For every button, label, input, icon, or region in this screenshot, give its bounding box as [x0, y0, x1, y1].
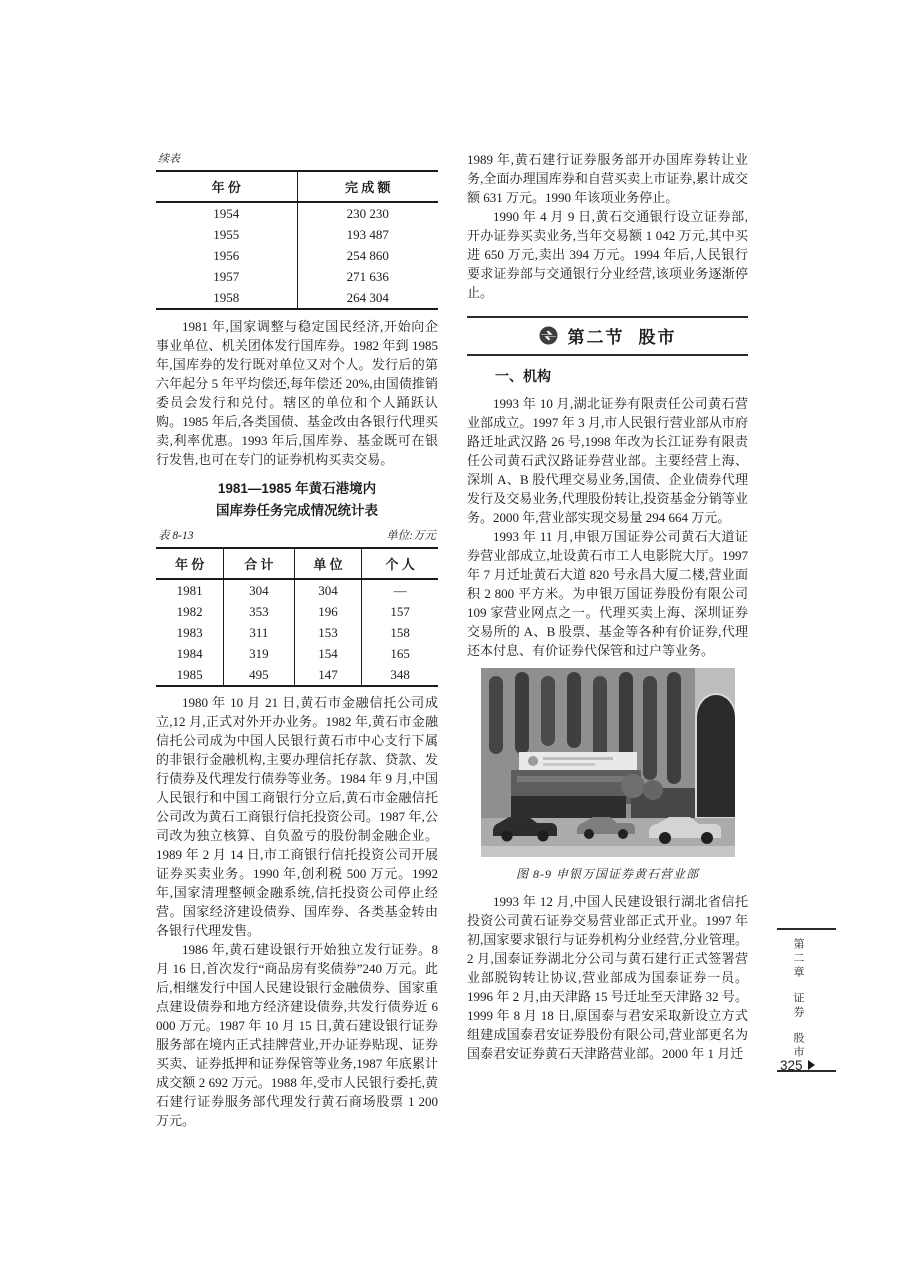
margin-topic-stockmarket: 股市: [792, 1032, 804, 1060]
subheading-institutions: 一、机构: [495, 368, 551, 384]
paragraph-treasury-bonds: 1981 年,国家调整与稳定国民经济,开始向企事业单位、机关团体发行国库券。1982 年到 1985 年,国库券的发行既对单位又对个人。发行后的第六年起分 5 年平均偿还,每年偿还 20%,由国债推销委员会发行和兑付。辖区的单位和个人踊跃认购。1985 年后,各类国债、基金改由各银行代理买卖,利率优惠。1993 年后,国库券、基金既可在银行发售,也可在专门的证券机构买卖交易。: [156, 319, 438, 467]
column-header-unit: 单 位: [294, 548, 362, 579]
table-row: [156, 664, 438, 686]
cell-year: 1984: [176, 645, 203, 661]
column-header-year: 年 份: [156, 548, 224, 579]
table-row: [156, 287, 438, 309]
cell-amount: 271 636: [297, 266, 438, 287]
page-number-arrow-icon: [808, 1060, 815, 1070]
paragraph-hubei-securities: 1993 年 10 月,湖北证券有限责任公司黄石营业部成立。1997 年 3 月,市人民银行营业部从市府路迁址武汉路 26 号,1998 年改为长江证券有限责任公司黄石武汉路证券营业部。主要经营上海、深圳 A、B 股代理交易业务,国债、企业债券代理发行及交易业务,代理股份转让,投资基金分销等业务。2000 年,营业部实现交易量 294 664 万元。: [467, 396, 748, 525]
section-number: 第二节: [567, 328, 625, 347]
photo-shenyin-wanguo-office: [481, 668, 735, 857]
chapter-margin-tab: [777, 928, 836, 1072]
cell-amount: 254 860: [297, 245, 438, 266]
table-row: [156, 224, 438, 245]
table-header-row: [156, 548, 438, 579]
cell-unit: 147: [294, 664, 362, 686]
cell-individual: 165: [362, 643, 438, 664]
paragraph-construction-bank: 1986 年,黄石建设银行开始独立发行证券。8 月 16 日,首次发行“商品房有奖债券”240 万元。此后,相继发行中国人民建设银行金融债券、国家重点建设债券和地方经济建设债券,共发行债券近 6 000 万元。1987 年 10 月 15 日,黄石建设银行证券服务部在境内正式挂牌营业,开办证券贴现、证券买卖、证券抵押和证券保管等业务,1987 年底累计成交额 2 692 万元。1988 年,受市人民银行委托,黄石建行证券服务部代理发行黄石商场股票 1 200 万元。: [156, 942, 438, 1128]
table-number-label: 表 8-13: [158, 530, 194, 542]
table-row: [156, 622, 438, 643]
section-name: 股市: [638, 328, 677, 347]
left-column: [156, 150, 438, 1130]
table-title-line2: 国库券任务完成情况统计表: [216, 503, 378, 518]
cell-unit: 154: [294, 643, 362, 664]
cell-year: 1955: [213, 226, 240, 242]
cell-total: 304: [224, 579, 295, 601]
column-header-individual: 个 人: [362, 548, 438, 579]
cell-total: 353: [224, 601, 295, 622]
cell-individual: 157: [362, 601, 438, 622]
right-column: [467, 150, 748, 1063]
section-header-bar: [467, 316, 748, 356]
column-header-total: 合 计: [224, 548, 295, 579]
cell-year: 1985: [176, 666, 203, 682]
table-row: [156, 579, 438, 601]
table-row: [156, 643, 438, 664]
cell-amount: 264 304: [297, 287, 438, 309]
cell-total: 311: [224, 622, 295, 643]
cell-amount: 230 230: [297, 202, 438, 224]
table-treasury-1981-1985: [156, 547, 438, 687]
column-header-year: 年 份: [156, 171, 297, 202]
table-header-row: [156, 171, 438, 202]
page-number: [780, 1058, 815, 1073]
cell-total: 495: [224, 664, 295, 686]
cell-amount: 193 487: [297, 224, 438, 245]
cell-year: 1957: [213, 268, 240, 284]
cell-year: 1982: [176, 603, 203, 619]
page-number-value: 325: [780, 1058, 803, 1073]
cell-individual: 158: [362, 622, 438, 643]
cell-year: 1983: [176, 624, 203, 640]
cell-individual: —: [362, 579, 438, 601]
cell-year: 1958: [213, 289, 240, 305]
table-row: [156, 202, 438, 224]
table-row: [156, 245, 438, 266]
table-row: [156, 266, 438, 287]
paragraph-guotai-junan: 1993 年 12 月,中国人民建设银行湖北省信托投资公司黄石证券交易营业部正式开业。1997 年初,国家要求银行与证券机构分业经营,分业管理。2 月,国泰证券湖北分公司与黄石建行正式签署营业部脱钩转让协议,营业部成为国泰证券一员。1996 年 2 月,由天津路 15 号迁址至天津路 32 号。1999 年 8 月 18 日,原国泰与君安采取新设立方式组建成国泰君安证券股份有限公司,营业部更名为国泰君安证券黄石天津路营业部。2000 年 1 月迁: [467, 894, 748, 1061]
cell-unit: 304: [294, 579, 362, 601]
cell-year: 1954: [213, 205, 240, 221]
margin-chapter-label: 第二章: [792, 938, 804, 980]
paragraph-treasury-transfer: 1989 年,黄石建行证券服务部开办国库券转让业务,全面办理国库券和自营买卖上市证券,累计成交额 631 万元。1990 年该项业务停止。: [467, 152, 748, 205]
paragraph-communications-bank: 1990 年 4 月 9 日,黄石交通银行设立证券部,开办证券买卖业务,当年交易额 1 042 万元,其中买进 650 万元,卖出 394 万元。1994 年后,人民银行要求证券部与交通银行分业经营,该项业务逐渐停止。: [467, 209, 748, 300]
column-header-amount: 完 成 额: [297, 171, 438, 202]
paragraph-trust-company: 1980 年 10 月 21 日,黄石市金融信托公司成立,12 月,正式对外开办业务。1982 年,黄石市金融信托公司成为中国人民银行黄石市中心支行下属的非银行金融机构,主要办理信托存款、贷款、发行债券及代理发行债券等业务。1984 年 9 月,中国人民银行和中国工商银行分立后,黄石市金融信托公司改为黄石工商银行信托投资公司。1987 年,公司改为独立核算、自负盈亏的股份制金融企业。1989 年 2 月 14 日,市工商银行信托投资公司开展证券买卖业务。1990 年,创利税 500 万元。1992 年,国家清理整顿金融系统,信托投资公司停止经营。国家经济建设债券、国库券、各类基金转由各银行代理发售。: [156, 695, 438, 938]
cell-unit: 196: [294, 601, 362, 622]
table-treasury-1954-1958: [156, 170, 438, 310]
table-unit-label: 单位:万元: [386, 530, 436, 542]
figure-caption: 图 8-9 申银万国证券黄石营业部: [516, 867, 699, 881]
margin-topic-securities: 证券: [792, 992, 804, 1020]
cell-total: 319: [224, 643, 295, 664]
section-decoration-icon: [539, 326, 558, 345]
paragraph-shenyin-wanguo: 1993 年 11 月,申银万国证券公司黄石大道证券营业部成立,址设黄石市工人电影院大厅。1997 年 7 月迁址黄石大道 820 号永昌大厦二楼,营业面积 2 800 平方米。为申银万国证券股份有限公司 109 家营业网点之一。代理买卖上海、深圳证券交易所的 A、B 股票、基金等各种有价证券,代理还本付息、有价证券代保管和过户等业务。: [467, 529, 748, 658]
cell-unit: 153: [294, 622, 362, 643]
table-meta-row: [158, 527, 436, 543]
table-row: [156, 601, 438, 622]
cell-year: 1956: [213, 247, 240, 263]
table-continued-label: 续表: [158, 153, 180, 165]
table-title-line1: 1981—1985 年黄石港境内: [217, 481, 377, 496]
cell-individual: 348: [362, 664, 438, 686]
figure-8-9: [481, 668, 735, 882]
cell-year: 1981: [176, 582, 203, 598]
